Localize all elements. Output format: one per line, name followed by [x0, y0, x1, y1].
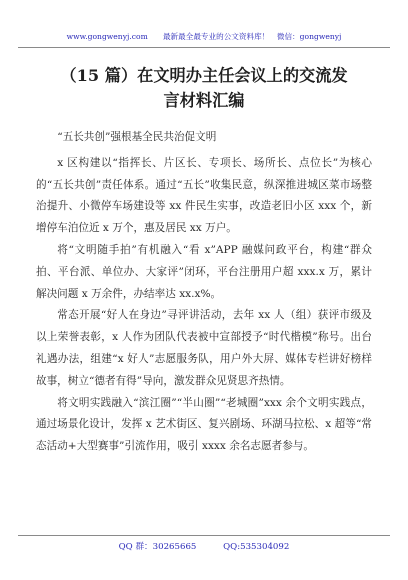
header-banner: www.gongwenyj.com 最新最全最专业的公文资料库！ 微信：gongwenyj	[66, 32, 342, 41]
qq-group-label: QQ 群：30265665	[118, 542, 197, 552]
title-line-1: （15 篇）在文明办主任会议上的交流发	[60, 66, 348, 85]
paragraph: 将“文明随手拍”有机融入“看 x”APP 融媒问政平台，构建“群众拍、平台派、单位办、大家评”闭环，平台注册用户超 xxx.x 万，累计解决问题 x 万余件，办结率达 xx.x%。	[36, 243, 372, 300]
paragraph: 将文明实践融入“滨江圈”“半山圈”“老城圈”xxx 余个文明实践点，通过场景化设计，发挥 x 艺术街区、复兴剧场、环湖马拉松、x 超等“常态活动+大型赛事”引流作用，吸引 xxxx 余名志愿者参与。	[36, 396, 372, 453]
header-divider	[18, 47, 390, 48]
paragraph: x 区构建以“指挥长、片区长、专项长、场所长、点位长”为核心的“五长共创”责任体系。通过“五长”收集民意，纵深推进城区菜市场整治提升、小微停车场建设等 xx 件民生实事，改造老旧小区 xxx 个，新增停车泊位近 x 万个，惠及居民 xx 万户。	[36, 156, 372, 235]
footer-contact	[0, 540, 408, 552]
title-line-2: 言材料汇编	[163, 91, 245, 110]
paragraph: 常态开展“好人在身边”寻评讲活动，去年 xx 人（组）获评市级及以上荣誉表彰，x 人作为团队代表被中宣部授予“时代楷模”称号。出台礼遇办法，组建“x 好人”志愿服务队，用户外大屏、媒体专栏讲好榜样故事，树立“德者有得”导向，激发群众见贤思齐热情。	[36, 309, 372, 387]
footer-divider	[18, 535, 390, 536]
document-body	[36, 127, 372, 458]
document-title	[0, 63, 408, 113]
qq-label: QQ:535304092	[223, 542, 290, 552]
section-heading: “五长共创”强根基全民共治促文明	[57, 131, 217, 143]
